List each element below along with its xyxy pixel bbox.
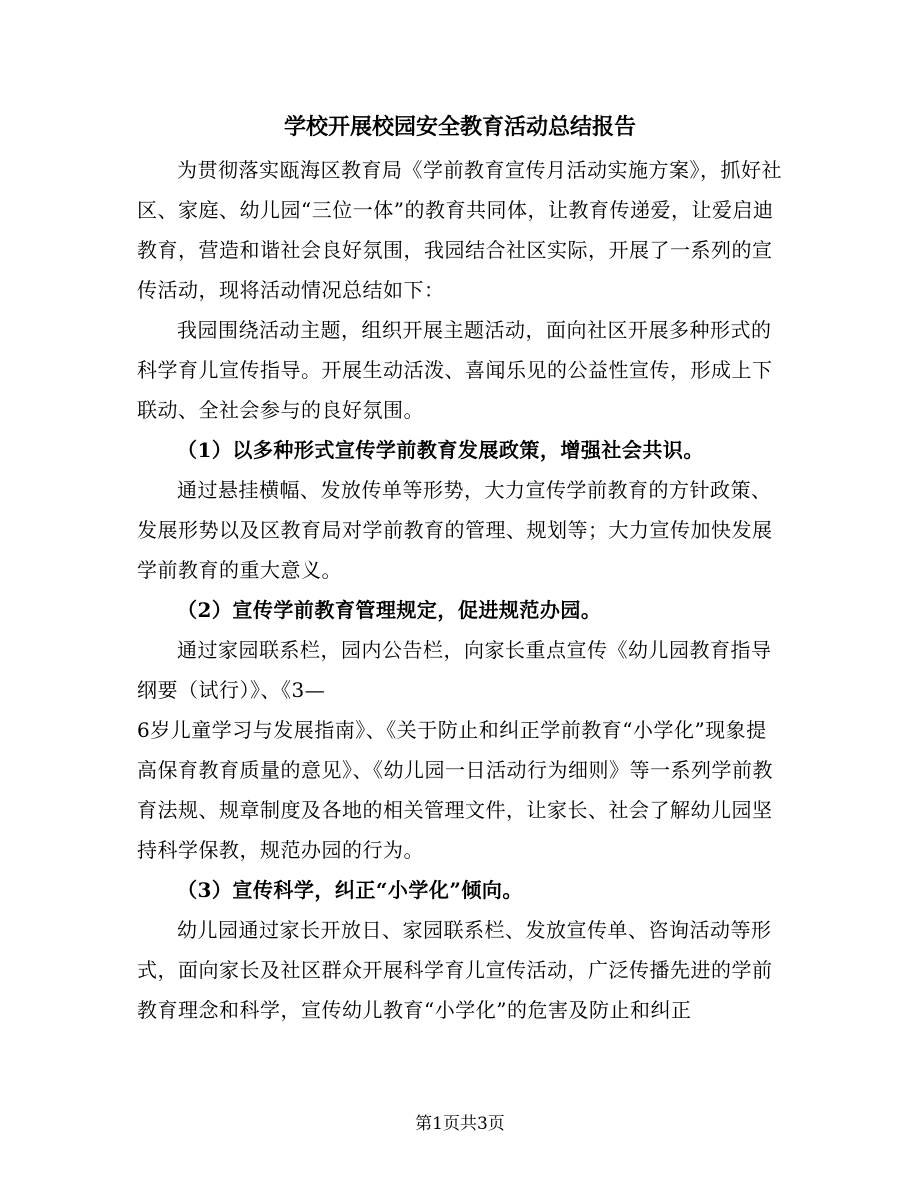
document-title: 学校开展校园安全教育活动总结报告 (283, 114, 636, 140)
section-text-3: 幼儿园通过家长开放日、家园联系栏、发放宣传单、咨询活动等形式，面向家长及社区群众开展科学育儿宣传活动，广泛传播先进的学前教育理念和科学，宣传幼儿教育“小学化”的危害及防止和纠正 (137, 918, 773, 1022)
section-text-2-line1: 通过家园联系栏，园内公告栏，向家长重点宣传《幼儿园教育指导纲要（试行）》、《3— (137, 638, 772, 702)
section-heading-1: （1）以多种形式宣传学前教育发展政策，增强社会共识。 (177, 438, 704, 462)
section-heading-2: （2）宣传学前教育管理规定，促进规范办园。 (177, 598, 602, 622)
section-text-1: 通过悬挂横幅、发放传单等形势，大力宣传学前教育的方针政策、发展形势以及区教育局对学前教育的管理、规划等；大力宣传加快发展学前教育的重大意义。 (137, 478, 773, 582)
document-body (137, 150, 783, 1030)
section-text-2-line2: 6岁儿童学习与发展指南》、《关于防止和纠正学前教育“小学化”现象提高保育教育质量的意见》、《幼儿园一日活动行为细则》等一系列学前教育法规、规章制度及各地的相关管理文件，让家长、社会了解幼儿园坚持科学保教，规范办园的行为。 (137, 718, 773, 862)
paragraph-theme: 我园围绕活动主题，组织开展主题活动，面向社区开展多种形式的科学育儿宣传指导。开展生动活泼、喜闻乐见的公益性宣传，形成上下联动、全社会参与的良好氛围。 (137, 318, 773, 422)
paragraph-intro: 为贯彻落实瓯海区教育局《学前教育宣传月活动实施方案》，抓好社区、家庭、幼儿园“三位一体”的教育共同体，让教育传递爱，让爱启迪教育，营造和谐社会良好氛围，我园结合社区实际，开展了一系列的宣传活动，现将活动情况总结如下： (137, 158, 782, 302)
page-number: 第1页共3页 (415, 1114, 505, 1134)
section-heading-3: （3）宣传科学，纠正“小学化”倾向。 (177, 878, 523, 902)
